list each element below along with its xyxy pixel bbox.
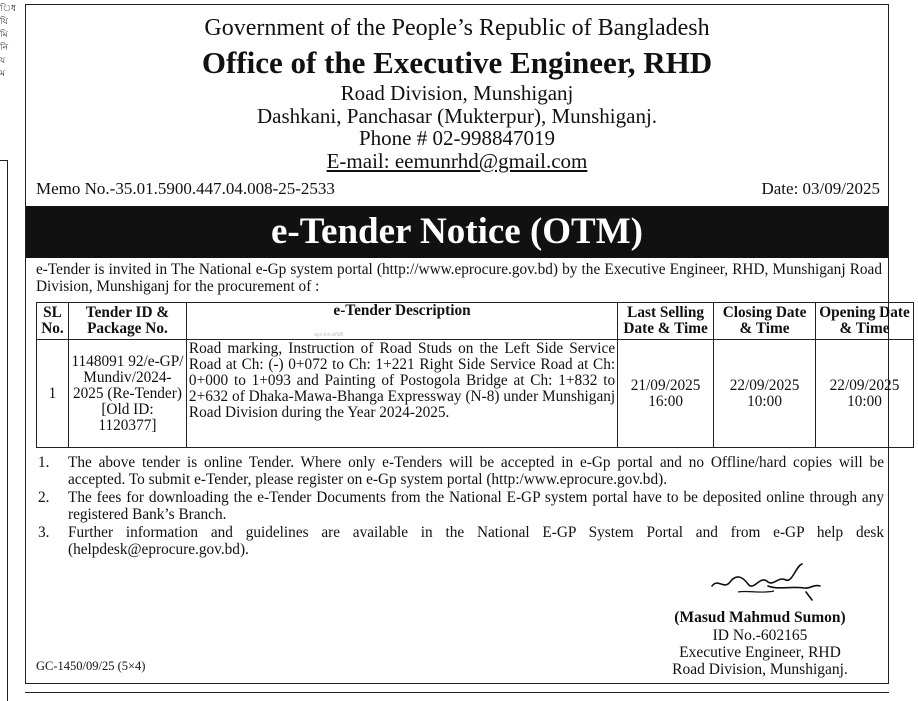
note-text: The fees for downloading the e-Tender Documents from the National E-GP system portal have to be deposited online through any registered Bank’s Branch.: [68, 489, 884, 523]
table-header-row: [37, 303, 914, 340]
address-line: Dashkani, Panchasar (Mukterpur), Munshiganj.: [256, 104, 658, 128]
col-sl: SL No.: [37, 303, 69, 340]
table-row: [37, 340, 914, 448]
note-item: [36, 524, 884, 558]
opening-time: 10:00: [847, 392, 882, 410]
division-line: Road Division, Munshiganj: [340, 81, 574, 105]
signature-scribble: [708, 556, 828, 606]
signatory-designation: Executive Engineer, RHD: [679, 644, 841, 661]
notice-banner: e-Tender Notice (OTM): [26, 206, 888, 258]
note-number: 1.: [38, 454, 50, 471]
note-item: [36, 454, 884, 488]
gov-line: Government of the People’s Republic of Bangladesh: [204, 15, 710, 41]
edge-border: [0, 160, 8, 701]
col-tender-id: Tender ID & Package No.: [68, 303, 186, 340]
note-text: Further information and guidelines are available in the National E-GP System Portal and from e-GP help desk (helpdesk@eprocure.gov.bd).: [68, 524, 884, 558]
opening-date: 22/09/2025: [829, 376, 900, 394]
office-title: Office of the Executive Engineer, RHD: [201, 45, 713, 80]
signatory-id: ID No.-602165: [712, 627, 808, 644]
note-item: [36, 489, 884, 523]
row-sl: 1: [37, 340, 69, 448]
closing-date: 22/09/2025: [729, 376, 800, 394]
last-selling-time: 16:00: [648, 392, 684, 410]
notice-date: Date: 03/09/2025: [761, 179, 880, 198]
footer-code: GC-1450/09/25 (5×4): [36, 659, 146, 673]
email-line: E-mail: eemunrhd@gmail.com: [326, 149, 588, 173]
signatory-office: Road Division, Munshiganj.: [672, 661, 848, 678]
left-edge-fragment: [0, 0, 17, 699]
col-closing: Closing Date & Time: [714, 303, 816, 340]
notes-list: [36, 454, 884, 559]
last-selling-date: 21/09/2025: [630, 376, 701, 394]
bottom-border: [25, 692, 889, 693]
row-closing: [714, 340, 816, 448]
col-last-selling: Last Selling Date & Time: [618, 303, 714, 340]
signatory-name: (Masud Mahmud Sumon): [674, 609, 846, 626]
row-tender-id: 1148091 92/e-GP/ Mundiv/2024-2025 (Re-Tender) [Old ID: 1120377]: [68, 340, 186, 448]
col-opening: Opening Date & Time: [816, 303, 914, 340]
note-text: The above tender is online Tender. Where only e-Tenders will be accepted in e-Gp portal and no Offline/hard copies will be accepted. To submit e-Tender, please register on e-Gp system portal (http:/www.eprocure.gov.bd).: [68, 454, 884, 488]
watermark-text: যমুনা বার্তা চৌরিটি: [314, 332, 344, 337]
memo-number: Memo No.-35.01.5900.447.04.008-25-2533: [36, 179, 335, 198]
row-opening: [816, 340, 914, 448]
tender-table: [36, 302, 914, 448]
row-description: Road marking, Instruction of Road Studs on the Left Side Service Road at Ch: (-) 0+072 to Ch: 1+221 Right Side Service Road at Ch: 0+000 to 1+093 and Painting of Postogola Bridge at Ch: 1+832 to 2+632 of Dhaka-Mawa-Bhanga Expressway (N-8) under Munshiganj Road Division during the Year 2024-2025.: [186, 340, 617, 448]
col-description: e-Tender Description: [186, 303, 617, 340]
note-number: 3.: [38, 524, 50, 541]
closing-time: 10:00: [747, 392, 782, 410]
notice-frame: [25, 4, 910, 684]
intro-paragraph: e-Tender is invited in The National e-Gp system portal (http://www.eprocure.gov.bd) by the Executive Engineer, RHD, Munshiganj Road Division, Munshiganj for the procurement of :: [36, 261, 882, 295]
phone-line: Phone # 02-998847019: [359, 126, 555, 150]
edge-text: িধযিমিনিযম: [0, 3, 17, 78]
row-last-selling: [618, 340, 714, 448]
note-number: 2.: [38, 489, 50, 506]
